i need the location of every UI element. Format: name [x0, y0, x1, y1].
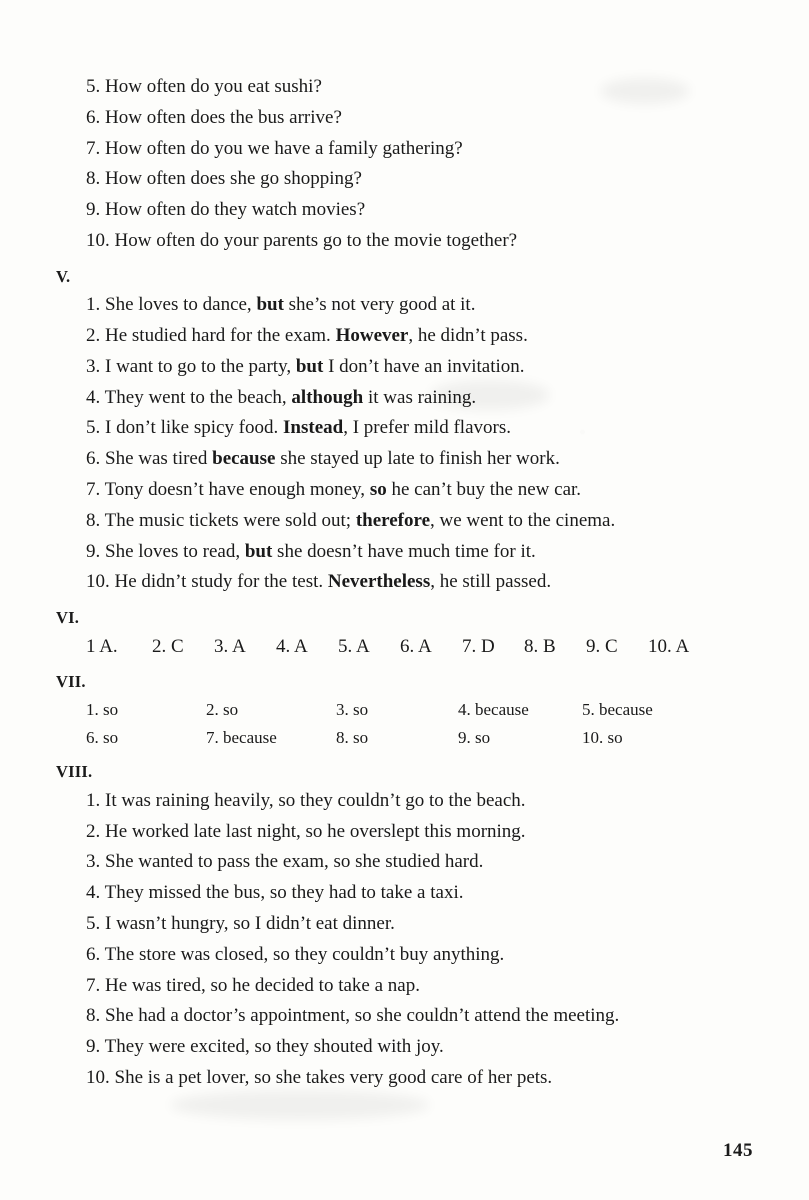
- exercise-item: 5. How often do you eat sushi?: [86, 76, 322, 97]
- answer-grid-cell: 4. because: [458, 700, 529, 720]
- exercise-item: 9. How often do they watch movies?: [86, 199, 366, 221]
- answer-grid-cell: 6. so: [86, 728, 119, 748]
- answer-key-item: 2. C: [152, 635, 184, 657]
- answer-key-item: 8. B: [524, 635, 556, 657]
- answer-key-row: [56, 632, 753, 662]
- answer-key-item: 7. D: [462, 635, 495, 657]
- answer-grid-row: [56, 724, 753, 752]
- section-label: V.: [56, 266, 71, 286]
- exercise-item: 7. How often do you we have a family gathering?: [86, 137, 463, 159]
- paper-smudge: [170, 1090, 430, 1120]
- answer-grid-cell: 5. because: [582, 700, 653, 720]
- answer-grid-row: [56, 696, 753, 724]
- answer-grid-cell: 2. so: [206, 700, 239, 720]
- answer-grid-cell: 9. so: [458, 728, 491, 748]
- exercise-item: 10. How often do your parents go to the movie together?: [86, 229, 518, 251]
- exercise-item: 4. They missed the bus, so they had to take a taxi.: [86, 882, 464, 904]
- exercise-item: 10. He didn’t study for the test. Nevertheless, he still passed.: [86, 571, 552, 593]
- exercise-item: 8. She had a doctor’s appointment, so she couldn’t attend the meeting.: [86, 1005, 620, 1027]
- exercise-item: 5. I wasn’t hungry, so I didn’t eat dinner.: [86, 912, 395, 934]
- exercise-item: 9. She loves to read, but she doesn’t have much time for it.: [86, 540, 536, 562]
- section-label: VII.: [56, 672, 86, 692]
- exercise-item: 2. He worked late last night, so he overslept this morning.: [86, 820, 526, 842]
- exercise-item: 1. It was raining heavily, so they couldn’t go to the beach.: [86, 789, 526, 811]
- answer-grid-cell: 10. so: [582, 728, 623, 748]
- exercise-item: 6. She was tired because she stayed up late to finish her work.: [86, 448, 560, 470]
- answer-grid-cell: 3. so: [336, 700, 369, 720]
- answer-grid-cell: 8. so: [336, 728, 369, 748]
- answer-key-item: 3. A: [214, 635, 246, 657]
- exercise-item: 7. He was tired, so he decided to take a nap.: [86, 974, 420, 996]
- section-label: VIII.: [56, 762, 93, 782]
- answer-key-item: 4. A: [276, 635, 308, 657]
- answer-key-item: 5. A: [338, 635, 370, 657]
- answer-grid-cell: 1. so: [86, 700, 119, 720]
- answer-key-item: 1 A.: [86, 635, 118, 657]
- exercise-item: 5. I don’t like spicy food. Instead, I prefer mild flavors.: [86, 417, 511, 439]
- answer-key-item: 6. A: [400, 635, 432, 657]
- exercise-item: 8. How often does she go shopping?: [86, 168, 362, 190]
- page-number: 145: [723, 1140, 753, 1161]
- exercise-item: 4. They went to the beach, although it was raining.: [86, 386, 477, 408]
- exercise-item: 1. She loves to dance, but she’s not very good at it.: [86, 294, 476, 316]
- exercise-item: 8. The music tickets were sold out; therefore, we went to the cinema.: [86, 509, 616, 531]
- answer-key-item: 10. A: [648, 635, 690, 657]
- exercise-item: 6. The store was closed, so they couldn’t buy anything.: [86, 943, 505, 965]
- exercise-item: 3. She wanted to pass the exam, so she studied hard.: [86, 851, 484, 873]
- answer-key-item: 9. C: [586, 635, 618, 657]
- exercise-item: 10. She is a pet lover, so she takes very good care of her pets.: [86, 1066, 553, 1088]
- section-label: VI.: [56, 608, 80, 628]
- exercise-item: 9. They were excited, so they shouted with joy.: [86, 1036, 444, 1058]
- exercise-item: 6. How often does the bus arrive?: [86, 106, 342, 128]
- exercise-item: 7. Tony doesn’t have enough money, so he can’t buy the new car.: [86, 478, 582, 500]
- exercise-content: [56, 72, 753, 1094]
- exercise-item: 3. I want to go to the party, but I don’t have an invitation.: [86, 355, 525, 377]
- answer-grid-cell: 7. because: [206, 728, 277, 748]
- exercise-item: 2. He studied hard for the exam. However, he didn’t pass.: [86, 325, 528, 347]
